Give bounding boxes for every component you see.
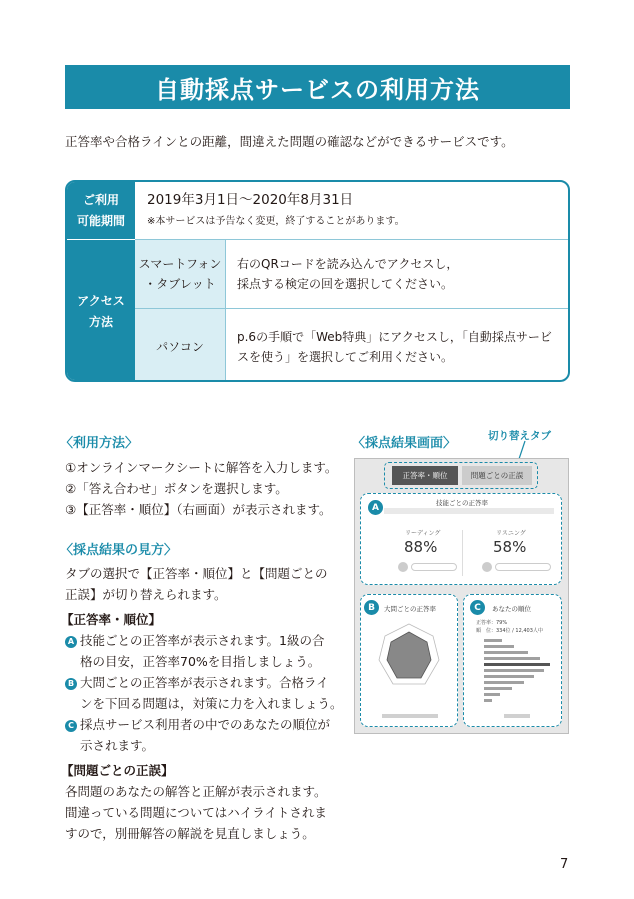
tab-each-question[interactable]: 問題ごとの正誤 (462, 466, 532, 485)
access-label-line1: アクセス (77, 294, 125, 308)
panel-a-info-bar (384, 508, 554, 514)
period-value-cell (135, 182, 568, 239)
smartphone-text-line2: 採点する検定の回を選択してください。 (237, 277, 454, 291)
badge-a: A (65, 636, 77, 648)
period-label-line1: ご利用 (82, 192, 119, 207)
smartphone-label-line1: スマートフォン (138, 257, 222, 271)
explain-c (65, 714, 330, 735)
pc-text-line1: p.6の手順で「Web特典」にアクセスし，「自動採点サービ (237, 329, 552, 344)
period-value: 2019年3月1日〜2020年8月31日 (147, 191, 354, 208)
smartphone-text-line1: 右のQRコードを読み込んでアクセスし， (237, 257, 459, 271)
panel-a-divider (462, 530, 463, 576)
access-label-line2: 方法 (88, 315, 113, 329)
subheading-score: 【正答率・順位】 (61, 612, 162, 627)
listening-value: 58% (493, 538, 527, 556)
smartphone-text (225, 240, 568, 308)
info-table (65, 180, 570, 382)
usage-heading: 〈利用方法〉 (60, 436, 139, 451)
explain-each: すので，別冊解答の解説を見直しましょう。 (65, 826, 315, 841)
pc-text-line2: スを使う」を選択してご利用ください。 (237, 349, 454, 364)
radar-chart (375, 618, 443, 694)
sad-face-icon (482, 562, 492, 572)
screen-heading: 〈採点結果画面〉 (352, 436, 457, 451)
explain-each: 各問題のあなたの解答と正解が表示されます。 (65, 784, 327, 799)
table-divider (225, 240, 226, 382)
badge-c: C (65, 720, 77, 732)
smartphone-label-line2: ・タブレット (144, 277, 216, 291)
pc-label-text: パソコン (156, 339, 204, 354)
explain-b-line2: ンを下回る問題は，対策に力を入れましょう。 (80, 696, 343, 711)
explain-each: 間違っている問題についてはハイライトされま (65, 805, 327, 820)
explain-c-line2: 示されます。 (80, 738, 155, 753)
listening-note-bar (495, 563, 551, 571)
results-heading: 〈採点結果の見方〉 (60, 543, 178, 558)
reading-note-bar (411, 563, 457, 571)
period-label-line2: 可能期間 (76, 213, 125, 228)
badge-b: B (65, 678, 77, 690)
listening-label: リスニング (496, 530, 526, 537)
explain-a-line1: 技能ごとの正答率が表示されます。1級の合 (80, 633, 325, 648)
usage-step: ①オンラインマークシートに解答を入力します。 (65, 460, 338, 475)
panel-c-score: 正答率：79% (476, 620, 508, 626)
panel-c-legend (504, 714, 530, 718)
panel-c-rank: 順 位：334位 / 12,403人中 (476, 628, 543, 634)
smiley-face-icon (398, 562, 408, 572)
explain-b (65, 672, 329, 693)
page-number: 7 (560, 857, 569, 872)
reading-label: リーディング (405, 530, 441, 537)
results-lead: 正誤】が切り替えられます。 (65, 587, 227, 602)
page-title: 自動採点サービスの利用方法 (65, 65, 570, 109)
rank-bar-chart (482, 638, 554, 704)
pc-label (135, 309, 225, 382)
results-lead: タブの選択で【正答率・順位】と【問題ごとの (65, 566, 328, 581)
reading-value: 88% (404, 538, 438, 556)
pc-text (225, 309, 568, 382)
explain-c-line1: 採点サービス利用者の中でのあなたの順位が (80, 717, 331, 732)
smartphone-label (135, 240, 225, 308)
panel-b-title: 大問ごとの正答率 (384, 605, 436, 613)
explain-b-line1: 大問ごとの正答率が表示されます。合格ライ (80, 675, 329, 690)
usage-step: ③【正答率・順位】（右画面）が表示されます。 (65, 502, 332, 517)
usage-step: ②「答え合わせ」ボタンを選択します。 (65, 481, 288, 496)
period-label (67, 182, 135, 239)
subheading-each: 【問題ごとの正誤】 (61, 763, 174, 778)
tab-score-rank[interactable]: 正答率・順位 (392, 466, 458, 485)
panel-c-badge: C (470, 600, 485, 615)
panel-b-badge: B (364, 600, 379, 615)
switch-tab-label: 切り替えタブ (488, 430, 551, 442)
panel-a-title: 技能ごとの正答率 (436, 499, 488, 507)
explain-a-line2: 格の目安，正答率70%を目指しましょう。 (80, 654, 321, 669)
period-note: ※本サービスは予告なく変更，終了することがあります。 (147, 215, 405, 227)
panel-c-title: あなたの順位 (492, 605, 531, 613)
panel-a-badge: A (368, 500, 383, 515)
explain-a (65, 630, 324, 651)
panel-b-legend (382, 714, 438, 718)
intro-text: 正答率や合格ラインとの距離，間違えた問題の確認などができるサービスです。 (65, 134, 514, 149)
access-label (67, 239, 135, 382)
